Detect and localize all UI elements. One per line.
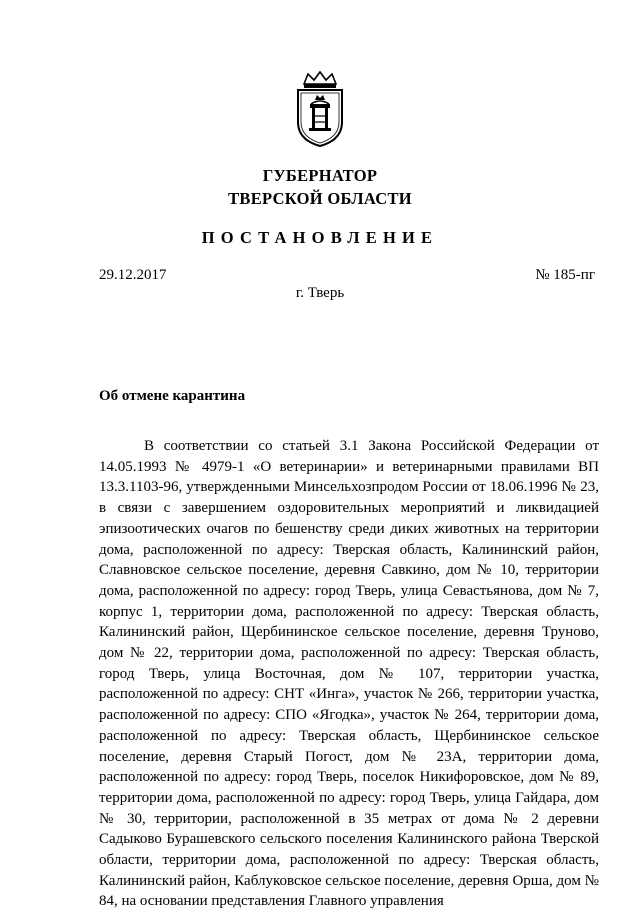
- document-number: № 185-пг: [535, 267, 595, 283]
- authority-title: ГУБЕРНАТОР: [262, 166, 378, 185]
- document-type: ПОСТАНОВЛЕНИЕ: [201, 228, 439, 247]
- document-subject: Об отмене карантина: [99, 388, 246, 404]
- document-city: г. Тверь: [295, 285, 345, 301]
- coat-of-arms-icon: [290, 70, 350, 148]
- document-date: 29.12.2017: [99, 267, 167, 283]
- document-body: В соответствии со статьей 3.1 Закона Российской Федерации от 14.05.1993 № 4979-1 «О ветеринарии» и ветеринарными правилами ВП 13.3.1103-96, утвержденными Минсельхозпродом России от 18.06.1996 № 23, в связи с завершением оздоровительных мероприятий и ликвидацией эпизоотических очагов по бешенству среди диких животных на территории дома, расположенной по адресу: Тверская область, Калининский район, Славновское сельское поселение, деревня Савкино, дом № 10, территории дома, расположенной по адресу: город Тверь, улица Севастьянова, дом № 7, корпус 1, территории дома, расположенной по адресу: Тверская область, Калининский район, Щербининское сельское поселение, деревня Труново, дом № 22, территории дома, расположенной по адресу: Тверская область, город Тверь, улица Восточная, дом № 107, территории участка, расположенной по адресу: СНТ «Инга», участок № 266, территории участка, расположенной по адресу: СПО «Ягодка», участок № 264, территории дома, расположенной по адресу: Тверская область, Щербининское сельское поселение, деревня Старый Погост, дом № 23А, территории дома, расположенной по адресу: город Тверь, поселок Никифоровское, дом № 89, территории дома, расположенной по адресу: город Тверь, улица Гайдара, дом № 30, территории, расположенной в 35 метрах от дома № 2 деревни Садыково Бурашевского сельского поселения Калининского района Тверской области, территории дома, расположенной по адресу: Тверская область, Калининский район, Каблуковское сельское поселение, деревня Орша, дом № 84, на основании представления Главного управления: [99, 438, 599, 910]
- authority-region: ТВЕРСКОЙ ОБЛАСТИ: [228, 189, 412, 208]
